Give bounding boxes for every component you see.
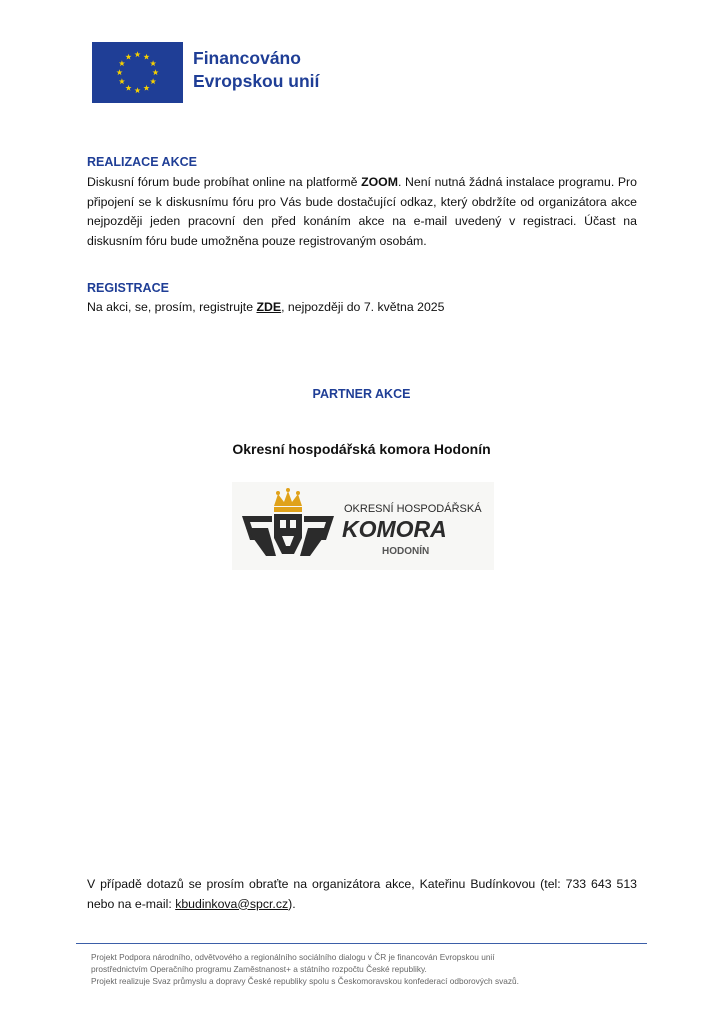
eu-label-line1: Financováno: [193, 48, 301, 68]
eu-star-icon: [134, 51, 140, 57]
registration-link[interactable]: ZDE: [256, 300, 282, 314]
realizace-text-1: Diskusní fórum bude probíhat online na platformě: [87, 175, 362, 189]
footer-line1: Projekt Podpora národního, odvětvového a regionálního sociálního dialogu v ČR je financován Evropskou unií: [91, 952, 495, 962]
ohk-logo-line3: HODONÍN: [382, 546, 430, 557]
eu-star-icon: [143, 54, 149, 60]
ohk-hodonin-logo: [232, 482, 494, 570]
partner-name: Okresní hospodářská komora Hodonín: [232, 441, 491, 457]
eu-star-icon: [125, 54, 131, 60]
eu-star-icon: [150, 60, 156, 66]
footer-line3: Projekt realizuje Svaz průmyslu a dopravy České republiky spolu s Českomoravskou konfederací odborových svazů.: [91, 976, 519, 986]
contact-paragraph: [87, 875, 637, 914]
eu-label-line2: Evropskou unií: [193, 71, 320, 91]
footer-divider: [76, 943, 647, 944]
registrace-paragraph: [87, 298, 637, 318]
eu-flag-logo: [92, 42, 183, 103]
ohk-logo-line1: OKRESNÍ HOSPODÁŘSKÁ: [344, 503, 482, 515]
eu-star-icon: [125, 85, 131, 91]
realizace-paragraph: [87, 173, 637, 251]
realizace-heading: REALIZACE AKCE: [87, 155, 197, 169]
registrace-text-1: Na akci, se, prosím, registrujte: [87, 300, 257, 314]
partner-heading: PARTNER AKCE: [312, 387, 411, 401]
eu-star-icon: [143, 85, 149, 91]
eu-stars-icon: [92, 42, 183, 103]
footer-text: [91, 951, 651, 987]
contact-text-1: V případě dotazů se prosím obraťte na organizátora akce, Kateřinu Budínkovou (tel: 733 643 513 nebo na e-mail:: [87, 877, 637, 911]
eu-star-icon: [119, 60, 125, 66]
realizace-text-2: . Není nutná žádná instalace programu. Pro připojení se k diskusnímu fóru pro Vás bude dostačující odkaz, který obdržíte od organizátora akce nejpozději jeden pracovní den před konáním akce na e-mail uvedený v registraci. Účast na diskusním fóru bude umožněna pouze registrovaným osobám.: [87, 175, 637, 248]
footer-line2: prostřednictvím Operačního programu Zaměstnanost+ a státního rozpočtu České republiky.: [91, 964, 427, 974]
eu-star-icon: [134, 87, 140, 93]
platform-name: ZOOM: [361, 175, 398, 189]
eu-star-icon: [119, 78, 125, 84]
ohk-emblem-icon: [232, 482, 494, 570]
registrace-text-2: , nejpozději do 7. května 2025: [281, 300, 445, 314]
contact-text-2: ).: [288, 896, 296, 911]
eu-star-icon: [116, 69, 122, 75]
eu-funding-label: [193, 47, 319, 93]
ohk-logo-line2: KOMORA: [342, 516, 447, 542]
contact-email-link[interactable]: kbudinkova@spcr.cz: [175, 896, 289, 911]
eu-star-icon: [152, 69, 158, 75]
eu-star-icon: [150, 78, 156, 84]
registrace-heading: REGISTRACE: [87, 281, 169, 295]
